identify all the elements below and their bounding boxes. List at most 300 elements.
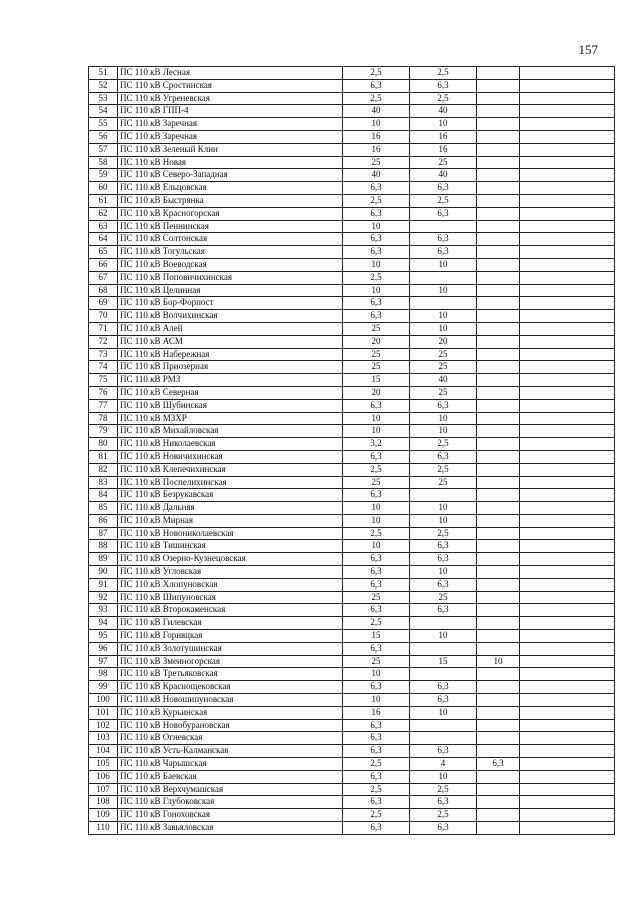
substation-name: ПС 110 кВ Северная <box>118 386 343 399</box>
value-cell-3: 10 <box>477 655 520 668</box>
substation-name: ПС 110 кВ Чарышская <box>118 758 343 771</box>
substation-name: ПС 110 кВ Поповичихинская <box>118 271 343 284</box>
value-cell-3 <box>477 502 520 515</box>
row-number: 102 <box>89 719 118 732</box>
substation-name: ПС 110 кВ Завьяловская <box>118 822 343 835</box>
row-number: 62 <box>89 207 118 220</box>
substation-name: ПС 110 кВ Клепечихинская <box>118 463 343 476</box>
value-cell-3 <box>477 297 520 310</box>
value-cell-3 <box>477 220 520 233</box>
row-number: 95 <box>89 630 118 643</box>
substation-name: ПС 110 кВ Второкаменская <box>118 604 343 617</box>
row-number: 57 <box>89 143 118 156</box>
value-cell-3 <box>477 770 520 783</box>
value-cell-3 <box>477 604 520 617</box>
table-row <box>89 527 615 540</box>
substation-name: ПС 110 кВ Шубинская <box>118 399 343 412</box>
value-cell-2: 10 <box>410 706 477 719</box>
value-cell-2 <box>410 642 477 655</box>
value-cell-2: 2,5 <box>410 67 477 80</box>
value-cell-3 <box>477 246 520 259</box>
table-row <box>89 655 615 668</box>
table-row <box>89 412 615 425</box>
value-cell-1: 2,5 <box>343 463 410 476</box>
substation-name: ПС 110 кВ Гилевская <box>118 617 343 630</box>
value-cell-3 <box>477 540 520 553</box>
value-cell-3 <box>477 92 520 105</box>
substation-name: ПС 110 кВ Золотушинская <box>118 642 343 655</box>
table-row <box>89 284 615 297</box>
substation-name: ПС 110 кВ Баевская <box>118 770 343 783</box>
value-cell-4 <box>520 92 615 105</box>
value-cell-1: 40 <box>343 169 410 182</box>
value-cell-2: 10 <box>410 118 477 131</box>
table-row <box>89 719 615 732</box>
row-number: 105 <box>89 758 118 771</box>
value-cell-4 <box>520 745 615 758</box>
table-row <box>89 540 615 553</box>
value-cell-4 <box>520 246 615 259</box>
value-cell-1: 40 <box>343 105 410 118</box>
page-number: 157 <box>578 42 598 57</box>
row-number: 98 <box>89 668 118 681</box>
row-number: 80 <box>89 438 118 451</box>
row-number: 71 <box>89 322 118 335</box>
value-cell-4 <box>520 578 615 591</box>
row-number: 59 <box>89 169 118 182</box>
value-cell-3 <box>477 694 520 707</box>
row-number: 87 <box>89 527 118 540</box>
table-row <box>89 668 615 681</box>
table-row <box>89 578 615 591</box>
substation-name: ПС 110 кВ Огневская <box>118 732 343 745</box>
value-cell-1: 10 <box>343 412 410 425</box>
value-cell-3 <box>477 514 520 527</box>
value-cell-4 <box>520 207 615 220</box>
table-row <box>89 502 615 515</box>
row-number: 107 <box>89 783 118 796</box>
value-cell-4 <box>520 438 615 451</box>
row-number: 51 <box>89 67 118 80</box>
value-cell-3 <box>477 182 520 195</box>
value-cell-2: 2,5 <box>410 92 477 105</box>
row-number: 68 <box>89 284 118 297</box>
value-cell-2: 4 <box>410 758 477 771</box>
value-cell-1: 2,5 <box>343 92 410 105</box>
substation-name: ПС 110 кВ Бор-Форпост <box>118 297 343 310</box>
value-cell-1: 6,3 <box>343 553 410 566</box>
substation-name: ПС 110 кВ Солтонская <box>118 233 343 246</box>
value-cell-4 <box>520 758 615 771</box>
value-cell-2: 10 <box>410 322 477 335</box>
table-row <box>89 489 615 502</box>
value-cell-2: 6,3 <box>410 822 477 835</box>
value-cell-3 <box>477 207 520 220</box>
value-cell-3 <box>477 284 520 297</box>
value-cell-2: 15 <box>410 655 477 668</box>
table-row <box>89 233 615 246</box>
row-number: 88 <box>89 540 118 553</box>
row-number: 64 <box>89 233 118 246</box>
value-cell-4 <box>520 502 615 515</box>
table-row <box>89 425 615 438</box>
table-row <box>89 809 615 822</box>
value-cell-3 <box>477 258 520 271</box>
substation-name: ПС 110 кВ Глубоковская <box>118 796 343 809</box>
table-row <box>89 258 615 271</box>
substation-name: ПС 110 кВ Хлопуновская <box>118 578 343 591</box>
value-cell-1: 25 <box>343 322 410 335</box>
value-cell-3 <box>477 118 520 131</box>
substation-name: ПС 110 кВ РМЗ <box>118 374 343 387</box>
value-cell-4 <box>520 514 615 527</box>
substation-name: ПС 110 кВ Целинная <box>118 284 343 297</box>
row-number: 66 <box>89 258 118 271</box>
table-row <box>89 182 615 195</box>
value-cell-2: 6,3 <box>410 246 477 259</box>
value-cell-3 <box>477 553 520 566</box>
table-row <box>89 450 615 463</box>
row-number: 73 <box>89 348 118 361</box>
value-cell-2: 2,5 <box>410 438 477 451</box>
row-number: 85 <box>89 502 118 515</box>
substation-name: ПС 110 кВ Северо-Западная <box>118 169 343 182</box>
substation-name: ПС 110 кВ АСМ <box>118 335 343 348</box>
value-cell-4 <box>520 591 615 604</box>
table-row <box>89 361 615 374</box>
table-row <box>89 617 615 630</box>
substation-name: ПС 110 кВ Красногорская <box>118 207 343 220</box>
value-cell-1: 6,3 <box>343 770 410 783</box>
table-row <box>89 438 615 451</box>
value-cell-3 <box>477 706 520 719</box>
value-cell-2: 25 <box>410 386 477 399</box>
value-cell-4 <box>520 604 615 617</box>
value-cell-3 <box>477 386 520 399</box>
row-number: 83 <box>89 476 118 489</box>
value-cell-1: 6,3 <box>343 566 410 579</box>
value-cell-1: 2,5 <box>343 194 410 207</box>
substation-name: ПС 110 кВ Николаевская <box>118 438 343 451</box>
row-number: 103 <box>89 732 118 745</box>
value-cell-4 <box>520 284 615 297</box>
value-cell-2: 6,3 <box>410 207 477 220</box>
row-number: 56 <box>89 130 118 143</box>
substation-name: ПС 110 кВ Ельцовская <box>118 182 343 195</box>
table-row <box>89 681 615 694</box>
value-cell-1: 10 <box>343 514 410 527</box>
value-cell-2: 2,5 <box>410 809 477 822</box>
substation-name: ПС 110 кВ Безрукавская <box>118 489 343 502</box>
value-cell-3 <box>477 668 520 681</box>
substation-name: ПС 110 кВ Набережная <box>118 348 343 361</box>
value-cell-1: 10 <box>343 425 410 438</box>
value-cell-2: 6,3 <box>410 553 477 566</box>
value-cell-3 <box>477 233 520 246</box>
table-row <box>89 553 615 566</box>
value-cell-2: 10 <box>410 310 477 323</box>
table-row <box>89 706 615 719</box>
value-cell-1: 2,5 <box>343 783 410 796</box>
row-number: 93 <box>89 604 118 617</box>
table-row <box>89 566 615 579</box>
value-cell-4 <box>520 271 615 284</box>
value-cell-3 <box>477 322 520 335</box>
substation-name: ПС 110 кВ Третьяковская <box>118 668 343 681</box>
value-cell-3 <box>477 566 520 579</box>
value-cell-3 <box>477 156 520 169</box>
row-number: 78 <box>89 412 118 425</box>
value-cell-3 <box>477 271 520 284</box>
table-row <box>89 745 615 758</box>
row-number: 101 <box>89 706 118 719</box>
table-row <box>89 822 615 835</box>
value-cell-1: 6,3 <box>343 207 410 220</box>
table-row <box>89 783 615 796</box>
substation-name: ПС 110 кВ Курьинская <box>118 706 343 719</box>
value-cell-1: 6,3 <box>343 233 410 246</box>
value-cell-2 <box>410 668 477 681</box>
value-cell-3 <box>477 79 520 92</box>
value-cell-4 <box>520 809 615 822</box>
value-cell-1: 2,5 <box>343 809 410 822</box>
value-cell-4 <box>520 489 615 502</box>
row-number: 104 <box>89 745 118 758</box>
value-cell-1: 10 <box>343 502 410 515</box>
value-cell-2: 2,5 <box>410 783 477 796</box>
value-cell-3 <box>477 578 520 591</box>
table-row <box>89 374 615 387</box>
table-row <box>89 770 615 783</box>
row-number: 72 <box>89 335 118 348</box>
value-cell-1: 2,5 <box>343 67 410 80</box>
value-cell-4 <box>520 335 615 348</box>
row-number: 70 <box>89 310 118 323</box>
value-cell-2: 40 <box>410 169 477 182</box>
value-cell-1: 15 <box>343 630 410 643</box>
value-cell-2: 25 <box>410 591 477 604</box>
substation-name: ПС 110 кВ Воеводская <box>118 258 343 271</box>
row-number: 106 <box>89 770 118 783</box>
table-row <box>89 694 615 707</box>
table-row <box>89 348 615 361</box>
value-cell-2: 2,5 <box>410 527 477 540</box>
row-number: 60 <box>89 182 118 195</box>
row-number: 76 <box>89 386 118 399</box>
table-row <box>89 194 615 207</box>
row-number: 79 <box>89 425 118 438</box>
substations-table <box>88 66 615 835</box>
value-cell-4 <box>520 297 615 310</box>
value-cell-1: 6,3 <box>343 182 410 195</box>
row-number: 89 <box>89 553 118 566</box>
value-cell-3 <box>477 642 520 655</box>
value-cell-1: 16 <box>343 130 410 143</box>
value-cell-4 <box>520 220 615 233</box>
value-cell-1: 6,3 <box>343 489 410 502</box>
value-cell-4 <box>520 796 615 809</box>
substation-name: ПС 110 кВ Гоноховская <box>118 809 343 822</box>
table-row <box>89 118 615 131</box>
value-cell-1: 6,3 <box>343 719 410 732</box>
value-cell-4 <box>520 143 615 156</box>
value-cell-4 <box>520 770 615 783</box>
row-number: 61 <box>89 194 118 207</box>
value-cell-2: 10 <box>410 425 477 438</box>
table-row <box>89 463 615 476</box>
table-row <box>89 220 615 233</box>
value-cell-2: 10 <box>410 566 477 579</box>
value-cell-4 <box>520 156 615 169</box>
value-cell-3 <box>477 194 520 207</box>
value-cell-1: 6,3 <box>343 796 410 809</box>
value-cell-1: 2,5 <box>343 527 410 540</box>
value-cell-1: 2,5 <box>343 617 410 630</box>
value-cell-2: 6,3 <box>410 79 477 92</box>
substation-name: ПС 110 кВ Пеннинская <box>118 220 343 233</box>
table-row <box>89 207 615 220</box>
value-cell-1: 20 <box>343 335 410 348</box>
row-number: 92 <box>89 591 118 604</box>
value-cell-4 <box>520 655 615 668</box>
value-cell-3 <box>477 348 520 361</box>
value-cell-1: 25 <box>343 476 410 489</box>
value-cell-4 <box>520 412 615 425</box>
value-cell-3 <box>477 438 520 451</box>
value-cell-4 <box>520 258 615 271</box>
row-number: 99 <box>89 681 118 694</box>
substation-name: ПС 110 кВ Новобурановская <box>118 719 343 732</box>
value-cell-2 <box>410 297 477 310</box>
value-cell-4 <box>520 630 615 643</box>
table-row <box>89 271 615 284</box>
value-cell-2: 10 <box>410 258 477 271</box>
substation-name: ПС 110 кВ Новониколаевская <box>118 527 343 540</box>
value-cell-4 <box>520 169 615 182</box>
value-cell-3 <box>477 374 520 387</box>
value-cell-1: 6,3 <box>343 822 410 835</box>
value-cell-3 <box>477 489 520 502</box>
row-number: 75 <box>89 374 118 387</box>
value-cell-2: 6,3 <box>410 796 477 809</box>
value-cell-2: 6,3 <box>410 540 477 553</box>
table-body <box>89 67 615 835</box>
substation-name: ПС 110 кВ Змеиногорская <box>118 655 343 668</box>
value-cell-1: 2,5 <box>343 271 410 284</box>
value-cell-3 <box>477 681 520 694</box>
value-cell-4 <box>520 681 615 694</box>
value-cell-3 <box>477 476 520 489</box>
value-cell-4 <box>520 566 615 579</box>
table-row <box>89 732 615 745</box>
table-row <box>89 169 615 182</box>
value-cell-2: 20 <box>410 335 477 348</box>
value-cell-4 <box>520 694 615 707</box>
value-cell-2 <box>410 220 477 233</box>
value-cell-3 <box>477 335 520 348</box>
substation-name: ПС 110 кВ Алей <box>118 322 343 335</box>
value-cell-1: 10 <box>343 284 410 297</box>
value-cell-1: 6,3 <box>343 681 410 694</box>
value-cell-4 <box>520 348 615 361</box>
value-cell-1: 10 <box>343 540 410 553</box>
substation-name: ПС 110 кВ Дальняя <box>118 502 343 515</box>
row-number: 110 <box>89 822 118 835</box>
substation-name: ПС 110 кВ Тогульская <box>118 246 343 259</box>
substation-name: ПС 110 кВ Тишинская <box>118 540 343 553</box>
table-row <box>89 297 615 310</box>
value-cell-1: 15 <box>343 374 410 387</box>
value-cell-4 <box>520 182 615 195</box>
row-number: 96 <box>89 642 118 655</box>
substation-name: ПС 110 кВ Быстрянка <box>118 194 343 207</box>
value-cell-4 <box>520 374 615 387</box>
value-cell-2: 6,3 <box>410 681 477 694</box>
table-row <box>89 92 615 105</box>
substation-name: ПС 110 кВ Михайловская <box>118 425 343 438</box>
value-cell-3 <box>477 399 520 412</box>
value-cell-2: 16 <box>410 130 477 143</box>
value-cell-1: 6,3 <box>343 642 410 655</box>
value-cell-2 <box>410 617 477 630</box>
value-cell-1: 16 <box>343 706 410 719</box>
value-cell-2: 10 <box>410 412 477 425</box>
value-cell-1: 6,3 <box>343 310 410 323</box>
value-cell-2: 10 <box>410 630 477 643</box>
value-cell-1: 6,3 <box>343 246 410 259</box>
value-cell-3 <box>477 630 520 643</box>
row-number: 55 <box>89 118 118 131</box>
value-cell-2: 6,3 <box>410 694 477 707</box>
table-row <box>89 604 615 617</box>
row-number: 86 <box>89 514 118 527</box>
value-cell-1: 10 <box>343 118 410 131</box>
value-cell-1: 10 <box>343 220 410 233</box>
value-cell-2: 6,3 <box>410 182 477 195</box>
value-cell-4 <box>520 732 615 745</box>
table-row <box>89 156 615 169</box>
value-cell-2 <box>410 719 477 732</box>
value-cell-2 <box>410 271 477 284</box>
value-cell-1: 25 <box>343 591 410 604</box>
value-cell-3 <box>477 169 520 182</box>
value-cell-1: 6,3 <box>343 578 410 591</box>
row-number: 77 <box>89 399 118 412</box>
value-cell-4 <box>520 540 615 553</box>
value-cell-3 <box>477 527 520 540</box>
value-cell-4 <box>520 527 615 540</box>
value-cell-1: 16 <box>343 143 410 156</box>
substation-name: ПС 110 кВ Усть-Калманская <box>118 745 343 758</box>
value-cell-2: 6,3 <box>410 578 477 591</box>
value-cell-4 <box>520 361 615 374</box>
value-cell-4 <box>520 706 615 719</box>
value-cell-4 <box>520 822 615 835</box>
value-cell-4 <box>520 617 615 630</box>
substation-name: ПС 110 кВ Заречная <box>118 130 343 143</box>
substation-name: ПС 110 кВ Угреневская <box>118 92 343 105</box>
value-cell-4 <box>520 67 615 80</box>
row-number: 82 <box>89 463 118 476</box>
value-cell-4 <box>520 386 615 399</box>
value-cell-4 <box>520 553 615 566</box>
value-cell-4 <box>520 399 615 412</box>
row-number: 74 <box>89 361 118 374</box>
substation-name: ПС 110 кВ Озерно-Кузнецовская <box>118 553 343 566</box>
table-row <box>89 67 615 80</box>
table-row <box>89 386 615 399</box>
value-cell-4 <box>520 105 615 118</box>
